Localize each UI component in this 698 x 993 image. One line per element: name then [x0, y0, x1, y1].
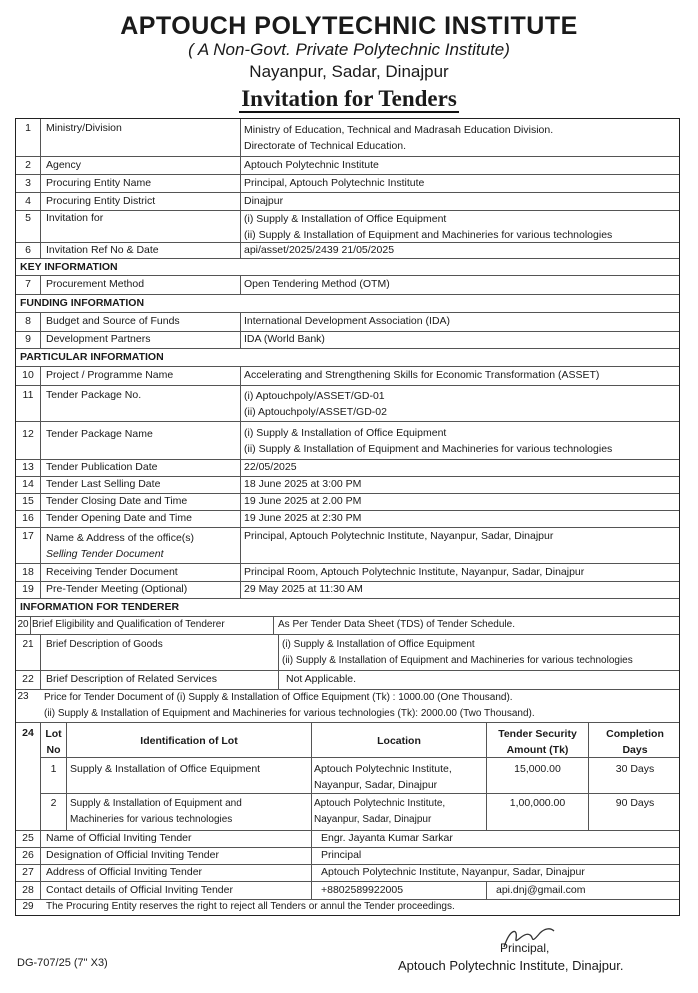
institute-subtitle: ( A Non-Govt. Private Polytechnic Institute): [188, 40, 510, 59]
row-number: 13: [22, 461, 34, 473]
table-row: [16, 690, 679, 723]
row-label: Agency: [46, 159, 82, 171]
row-value: Open Tendering Method (OTM): [244, 278, 390, 290]
row-number: 8: [25, 315, 31, 327]
row-number: 6: [25, 244, 31, 256]
row-number: 24: [22, 727, 34, 739]
lot-completion-days: 90 Days: [615, 797, 655, 809]
institute-title: APTOUCH POLYTECHNIC INSTITUTE: [120, 12, 578, 40]
row-label: Contact details of Official Inviting Tender: [46, 884, 233, 896]
row-number: 28: [22, 884, 34, 896]
row-number: 1: [25, 122, 31, 134]
row-value: (i) Supply & Installation of Office Equipment (ii) Supply & Installation of Equipment and Machineries for various technologies: [244, 213, 613, 241]
row-number: 9: [25, 333, 31, 345]
table-row: [16, 243, 679, 259]
row-value: 22/05/2025: [244, 461, 297, 473]
row-value: +8802589922005: [321, 884, 404, 896]
row-label: Name of Official Inviting Tender: [46, 832, 192, 844]
table-row: [16, 882, 679, 900]
table-row: [16, 617, 679, 635]
row-value: 18 June 2025 at 3:00 PM: [244, 478, 362, 490]
row-value: api/asset/2025/2439 21/05/2025: [244, 244, 395, 256]
table-row: [16, 175, 679, 193]
lots-header-location: Location: [377, 735, 421, 747]
row-value: Accelerating and Strengthening Skills for Economic Transformation (ASSET): [244, 369, 600, 381]
row-label: Tender Package Name: [46, 428, 153, 440]
document-code: DG-707/25 (7" X3): [17, 957, 108, 969]
row-value: 19 June 2025 at 2.00 PM: [244, 495, 362, 507]
row-label: Designation of Official Inviting Tender: [46, 849, 219, 861]
table-row: [16, 460, 679, 477]
lot-security-amount: 1,00,000.00: [509, 797, 566, 809]
row-label: Procurement Method: [46, 278, 145, 290]
lot-number: 1: [50, 763, 57, 775]
section-particular-information: PARTICULAR INFORMATION: [16, 349, 679, 367]
row-number: 20: [17, 619, 29, 630]
row-number: 19: [22, 583, 34, 595]
row-value: International Development Association (IDA): [244, 315, 451, 327]
row-value: 29 May 2025 at 11:30 AM: [244, 583, 363, 595]
table-row: [16, 422, 679, 460]
row-label: Tender Last Selling Date: [46, 478, 161, 490]
row-value: IDA (World Bank): [244, 333, 325, 345]
row-label: Tender Package No.: [46, 389, 142, 401]
table-row: [16, 276, 679, 295]
row-value: Aptouch Polytechnic Institute: [244, 159, 379, 171]
tender-table: [15, 118, 680, 916]
row-number: 16: [22, 512, 34, 524]
table-row: [16, 313, 679, 332]
lot-location: Aptouch Polytechnic Institute, Nayanpur, Sadar, Dinajpur: [314, 798, 446, 825]
row-label: Tender Opening Date and Time: [46, 512, 192, 524]
row-number: 10: [22, 369, 34, 381]
lot-location: Aptouch Polytechnic Institute, Nayanpur, Sadar, Dinajpur: [314, 763, 452, 791]
table-row: [16, 477, 679, 494]
table-row: [16, 865, 679, 882]
row-label: Brief Eligibility and Qualification of Tenderer: [32, 619, 225, 630]
row-label: Brief Description of Goods: [46, 639, 163, 650]
row-value-email: api.dnj@gmail.com: [496, 884, 586, 896]
row-label: Procuring Entity Name: [46, 177, 152, 189]
row-label: Tender Closing Date and Time: [46, 495, 188, 507]
table-row: [16, 367, 679, 386]
row-value: (i) Supply & Installation of Office Equipment (ii) Supply & Installation of Equipment and Machineries for various technologies: [282, 639, 633, 666]
row-value: Aptouch Polytechnic Institute, Nayanpur, Sadar, Dinajpur: [321, 866, 585, 878]
table-row: [16, 528, 679, 564]
row-value: (i) Aptouchpoly/ASSET/GD-01 (ii) Aptouchpoly/ASSET/GD-02: [244, 390, 387, 418]
lot-completion-days: 30 Days: [615, 763, 655, 775]
section-information-for-tenderer: INFORMATION FOR TENDERER: [16, 599, 679, 617]
signature-title: Principal,: [500, 941, 550, 955]
row-number: 21: [22, 639, 34, 650]
row-value: Principal, Aptouch Polytechnic Institute, Nayanpur, Sadar, Dinajpur: [244, 530, 554, 542]
row-label: Development Partners: [46, 333, 151, 345]
row-label: Receiving Tender Document: [46, 566, 178, 578]
row-label: Address of Official Inviting Tender: [46, 866, 203, 878]
lot-identification: Supply & Installation of Equipment and Machineries for various technologies: [70, 798, 242, 825]
row-number: 3: [25, 177, 31, 189]
row-number: 4: [25, 195, 31, 207]
row-number: 23: [17, 691, 29, 702]
row-label: Ministry/Division: [46, 122, 122, 134]
row-label: Invitation for: [46, 212, 104, 224]
table-row: [16, 386, 679, 422]
row-number: 17: [22, 530, 34, 542]
lots-table: [16, 723, 679, 831]
row-number: 11: [22, 389, 34, 401]
lot-identification: Supply & Installation of Office Equipment: [70, 763, 261, 775]
lot-security-amount: 15,000.00: [514, 763, 561, 775]
section-key-information: KEY INFORMATION: [16, 259, 679, 276]
table-row: [16, 157, 679, 175]
row-value: Principal, Aptouch Polytechnic Institute: [244, 177, 425, 189]
row-label: Procuring Entity District: [46, 195, 156, 207]
row-label: Project / Programme Name: [46, 369, 174, 381]
row-number: 5: [25, 212, 31, 224]
table-row: [16, 211, 679, 243]
table-row: [16, 671, 679, 690]
table-row: [16, 119, 679, 157]
row-number: 7: [25, 278, 31, 290]
row-label: Name & Address of the office(s) Selling Tender Document: [46, 532, 195, 560]
row-label: Tender Publication Date: [46, 461, 158, 473]
row-number: 27: [22, 866, 34, 878]
row-number: 22: [22, 673, 34, 685]
table-row: [16, 900, 679, 915]
row-value: 19 June 2025 at 2:30 PM: [244, 512, 362, 524]
section-funding-information: FUNDING INFORMATION: [16, 295, 679, 313]
lot-number: 2: [50, 797, 57, 809]
table-row: [16, 511, 679, 528]
row-value: Price for Tender Document of (i) Supply & Installation of Office Equipment (Tk) : 1000.00 (One Thousand). (ii) Supply & Installation of Equipment and Machineries for various technologies (Tk): 2000.00 (Two Thousand).: [44, 692, 535, 719]
row-value: Engr. Jayanta Kumar Sarkar: [321, 832, 453, 844]
table-row: [16, 564, 679, 582]
row-value: Principal: [321, 849, 362, 861]
lots-header-security: Tender Security Amount (Tk): [498, 728, 577, 756]
row-value: (i) Supply & Installation of Office Equipment (ii) Supply & Installation of Equipment and Machineries for various technologies: [244, 427, 613, 455]
row-label: Pre-Tender Meeting (Optional): [46, 583, 188, 595]
table-row: [16, 494, 679, 511]
table-row: [16, 831, 679, 848]
table-row: [16, 635, 679, 671]
table-row: [16, 193, 679, 211]
notice-title: Invitation for Tenders: [241, 86, 457, 111]
row-number: 29: [22, 901, 34, 912]
row-value: The Procuring Entity reserves the right to reject all Tenders or annul the Tender proceedings.: [46, 901, 455, 912]
table-row: [16, 582, 679, 599]
lots-header-identification: Identification of Lot: [140, 735, 238, 747]
row-value: Principal Room, Aptouch Polytechnic Institute, Nayanpur, Sadar, Dinajpur: [244, 566, 585, 578]
row-number: 26: [22, 849, 34, 861]
row-value: Dinajpur: [244, 195, 284, 207]
lots-header-lot: Lot No: [45, 728, 62, 756]
row-number: 12: [22, 428, 34, 440]
row-label: Brief Description of Related Services: [46, 673, 217, 685]
row-value: Not Applicable.: [286, 673, 357, 685]
signature-organization: Aptouch Polytechnic Institute, Dinajpur.: [398, 958, 624, 973]
row-value: As Per Tender Data Sheet (TDS) of Tender Schedule.: [278, 619, 515, 630]
row-number: 18: [22, 566, 34, 578]
table-row: [16, 332, 679, 349]
row-number: 14: [22, 478, 34, 490]
row-number: 15: [22, 495, 34, 507]
table-row: [16, 848, 679, 865]
row-label: Budget and Source of Funds: [46, 315, 180, 327]
row-value: Ministry of Education, Technical and Madrasah Education Division. Directorate of Technical Education.: [244, 124, 554, 152]
lots-header-days: Completion Days: [606, 728, 664, 756]
institute-address: Nayanpur, Sadar, Dinajpur: [249, 62, 449, 81]
row-number: 25: [22, 832, 34, 844]
row-number: 2: [25, 159, 31, 171]
row-label: Invitation Ref No & Date: [46, 244, 159, 256]
